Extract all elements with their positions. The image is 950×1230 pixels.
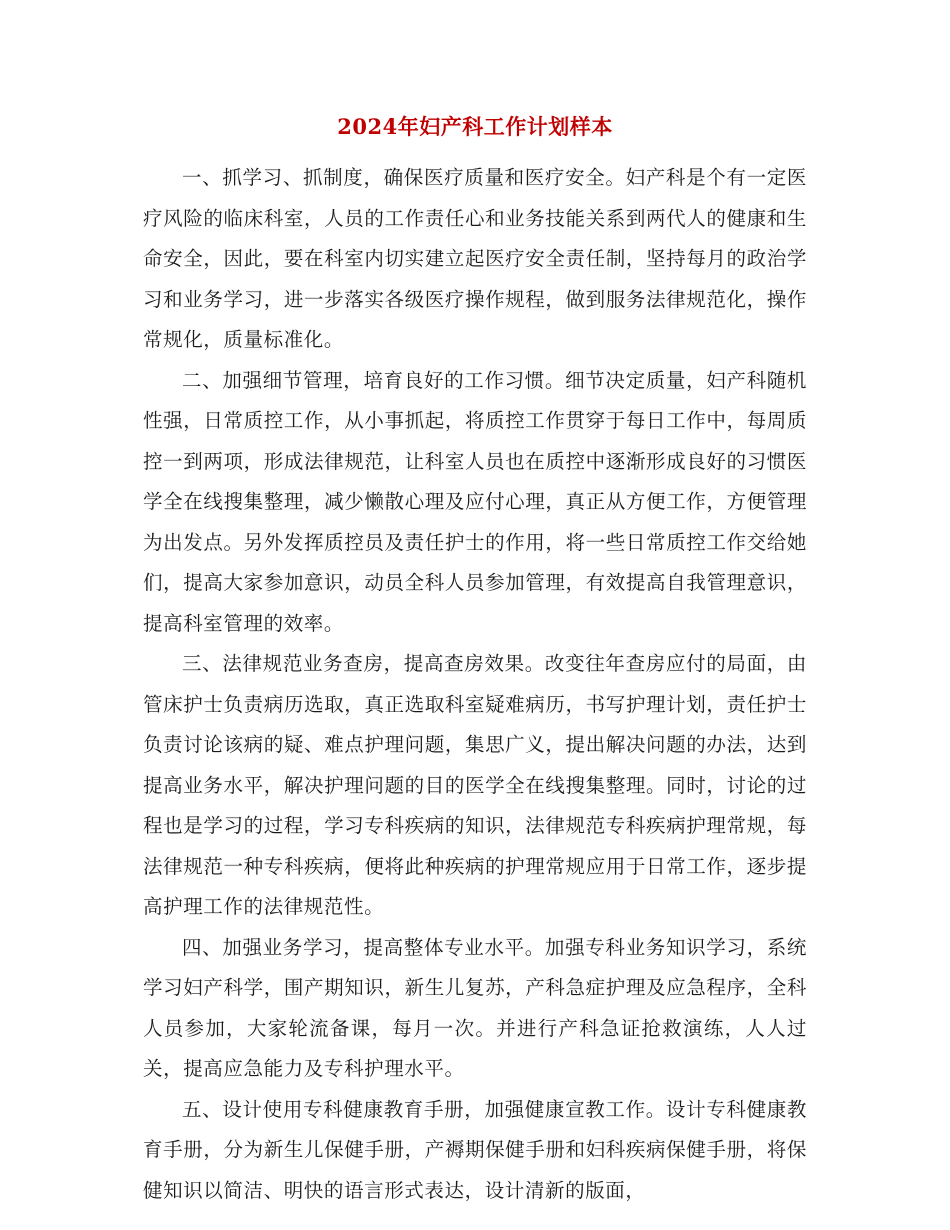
paragraph-3: 三、法律规范业务查房，提高查房效果。改变往年查房应付的局面，由管床护士负责病历选取，真正选取科室疑难病历，书写护理计划，责任护士负责讨论该病的疑、难点护理问题，集思广义，提出解决问题的办法，达到提高业务水平，解决护理问题的目的医学全在线搜集整理。同时，讨论的过程也是学习的过程，学习专科疾病的知识，法律规范专科疾病护理常规，每法律规范一种专科疾病，便将此种疾病的护理常规应用于日常工作，逐步提高护理工作的法律规范性。 (143, 652, 807, 918)
document-title: 2024年妇产科工作计划样本 (337, 114, 613, 139)
paragraph-1: 一、抓学习、抓制度，确保医疗质量和医疗安全。妇产科是个有一定医疗风险的临床科室，人员的工作责任心和业务技能关系到两代人的健康和生命安全，因此，要在科室内切实建立起医疗安全责任制，坚持每月的政治学习和业务学习，进一步落实各级医疗操作规程，做到服务法律规范化，操作常规化，质量标准化。 (143, 166, 807, 351)
paragraph-2: 二、加强细节管理，培育良好的工作习惯。细节决定质量，妇产科随机性强，日常质控工作，从小事抓起，将质控工作贯穿于每日工作中，每周质控一到两项，形成法律规范，让科室人员也在质控中逐渐形成良好的习惯医学全在线搜集整理，减少懒散心理及应付心理，真正从方便工作，方便管理为出发点。另外发挥质控员及责任护士的作用，将一些日常质控工作交给她们，提高大家参加意识，动员全科人员参加管理，有效提高自我管理意识，提高科室管理的效率。 (143, 368, 807, 635)
paragraph-4: 四、加强业务学习，提高整体专业水平。加强专科业务知识学习，系统学习妇产科学，围产期知识，新生儿复苏，产科急症护理及应急程序，全科人员参加，大家轮流备课，每月一次。并进行产科急证抢救演练，人人过关，提高应急能力及专科护理水平。 (143, 935, 807, 1080)
paragraph-5: 五、设计使用专科健康教育手册，加强健康宣教工作。设计专科健康教育手册，分为新生儿保健手册，产褥期保健手册和妇科疾病保健手册，将保健知识以简洁、明快的语言形式表达，设计清新的版面， (143, 1097, 807, 1202)
document-body (143, 158, 807, 1211)
